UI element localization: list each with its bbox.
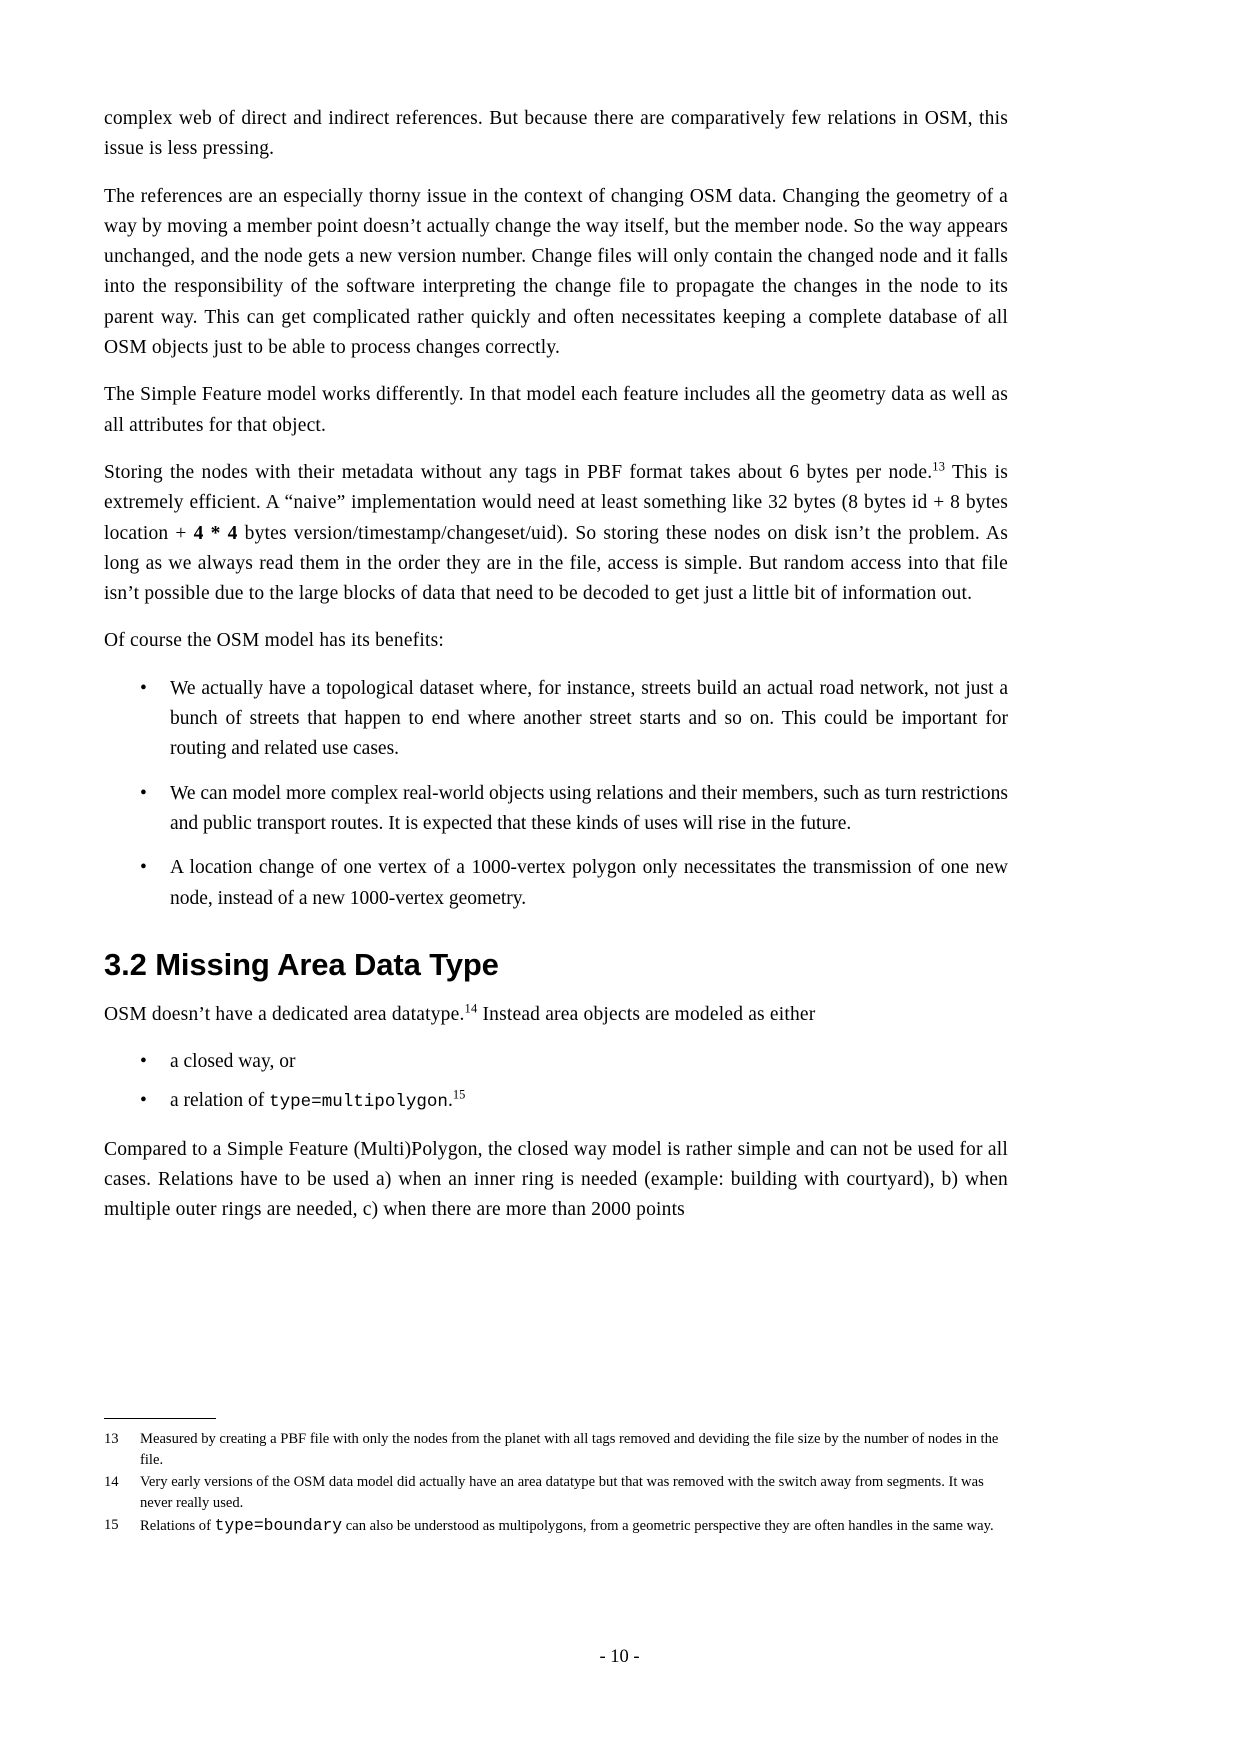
footnote-text: Measured by creating a PBF file with only the nodes from the planet with all tags removed and deviding the file size by the number of nodes in the file.	[140, 1431, 999, 1468]
paragraph-storing-nodes-pbf	[104, 458, 1008, 609]
footnote-number: 14	[104, 1474, 119, 1490]
bullet-point-icon: •	[140, 1090, 147, 1112]
paragraph-osm-benefits-intro: Of course the OSM model has its benefits:	[104, 630, 444, 652]
list-item-text: a closed way, or	[170, 1050, 296, 1072]
list-item-text: A location change of one vertex of a 1000-vertex polygon only necessitates the transmission of one new node, instead of a new 1000-vertex geometry.	[170, 857, 1008, 909]
footnote-entry	[104, 1515, 1008, 1537]
paragraph-simple-feature-model: The Simple Feature model works differently. In that model each feature includes all the geometry data as well as all attributes for that object.	[104, 384, 1008, 436]
paragraph-text-segment: This is extremely efficient. A “naive” implementation would need at least something like 32 bytes (8 bytes id + 8 bytes location +	[104, 461, 1008, 544]
paragraph-area-datatype-intro	[104, 1000, 1008, 1030]
list-item-text: We actually have a topological dataset where, for instance, streets build an actual road network, not just a bunch of streets that happen to end where another street starts and so on. This could be important for routing and related use cases.	[170, 677, 1008, 760]
bullet-point-icon: •	[140, 782, 147, 804]
paragraph-compared-simple-feature: Compared to a Simple Feature (Multi)Polygon, the closed way model is rather simple and can not be used for all cases. Relations have to be used a) when an inner ring is needed (example: building with courtyard), b) when multiple outer rings are needed, c) when there are more than 2000 points	[104, 1138, 1008, 1221]
paragraph-continuation: complex web of direct and indirect references. But because there are comparatively few relations in OSM, this issue is less pressing.	[104, 108, 1008, 160]
list-item-text: We can model more complex real-world objects using relations and their members, such as turn restrictions and public transport routes. It is expected that these kinds of uses will rise in the future.	[170, 782, 1008, 834]
footnote-text: Very early versions of the OSM data model did actually have an area datatype but that was removed with the switch away from segments. It was never really used.	[140, 1474, 984, 1511]
list-item	[104, 779, 1008, 840]
list-item-text: a relation of	[170, 1090, 270, 1112]
footnote-number: 15	[104, 1517, 119, 1533]
list-item	[104, 1086, 1008, 1117]
page-number: - 10 -	[599, 1647, 640, 1667]
paragraph-text-segment: bytes version/timestamp/changeset/uid). So storing these nodes on disk isn’t the problem. As long as we always read them in the order they are in the file, access is simple. But random access into that file isn’t possible due to the large blocks of data that need to be decoded to get just a little bit of information out.	[104, 522, 1008, 605]
inline-code-type-multipolygon: type=multipolygon	[269, 1092, 448, 1113]
list-item	[104, 1047, 1008, 1077]
list-item	[104, 853, 1008, 914]
list-item	[104, 674, 1008, 765]
paragraph-text-segment: Storing the nodes with their metadata without any tags in PBF format takes about 6 bytes per node.	[104, 461, 933, 483]
benefits-bullet-list	[104, 674, 1008, 914]
footnote-number: 13	[104, 1431, 119, 1447]
bullet-point-icon: •	[140, 1050, 147, 1072]
bullet-point-icon: •	[140, 677, 147, 699]
footnote-marker-13: 13	[932, 459, 946, 474]
list-item-text: .	[447, 1090, 453, 1112]
paragraph-text-segment: Instead area objects are modeled as either	[477, 1003, 816, 1025]
footnote-marker-14: 14	[464, 1001, 478, 1016]
inline-code-type-boundary: type=boundary	[214, 1516, 343, 1535]
bold-byte-multiplier: 4 * 4	[193, 522, 238, 544]
footnote-text: can also be understood as multipolygons, from a geometric perspective they are often handles in the same way.	[342, 1518, 994, 1534]
footnote-marker-15: 15	[452, 1087, 466, 1102]
section-heading-3-2: 3.2 Missing Area Data Type	[104, 946, 499, 982]
footnote-entry	[104, 1429, 1008, 1471]
footnote-entry	[104, 1472, 1008, 1514]
footnote-text: Relations of	[140, 1518, 215, 1534]
paragraph-references-changing-osm: The references are an especially thorny issue in the context of changing OSM data. Changing the geometry of a way by moving a member point doesn’t actually change the way itself, but the member node. So the way appears unchanged, and the node gets a new version number. Change files will only contain the changed node and it falls into the responsibility of the software interpreting the change file to propagate the changes in the node to its parent way. This can get complicated rather quickly and often necessitates keeping a complete database of all OSM objects just to be able to process changes correctly.	[104, 185, 1008, 359]
bullet-point-icon: •	[140, 857, 147, 879]
paragraph-text-segment: OSM doesn’t have a dedicated area datatype.	[104, 1003, 465, 1025]
area-model-bullet-list	[104, 1047, 1008, 1118]
footnote-section	[104, 1418, 1008, 1538]
page-content	[104, 104, 1008, 1225]
footnote-separator-rule	[104, 1418, 216, 1419]
